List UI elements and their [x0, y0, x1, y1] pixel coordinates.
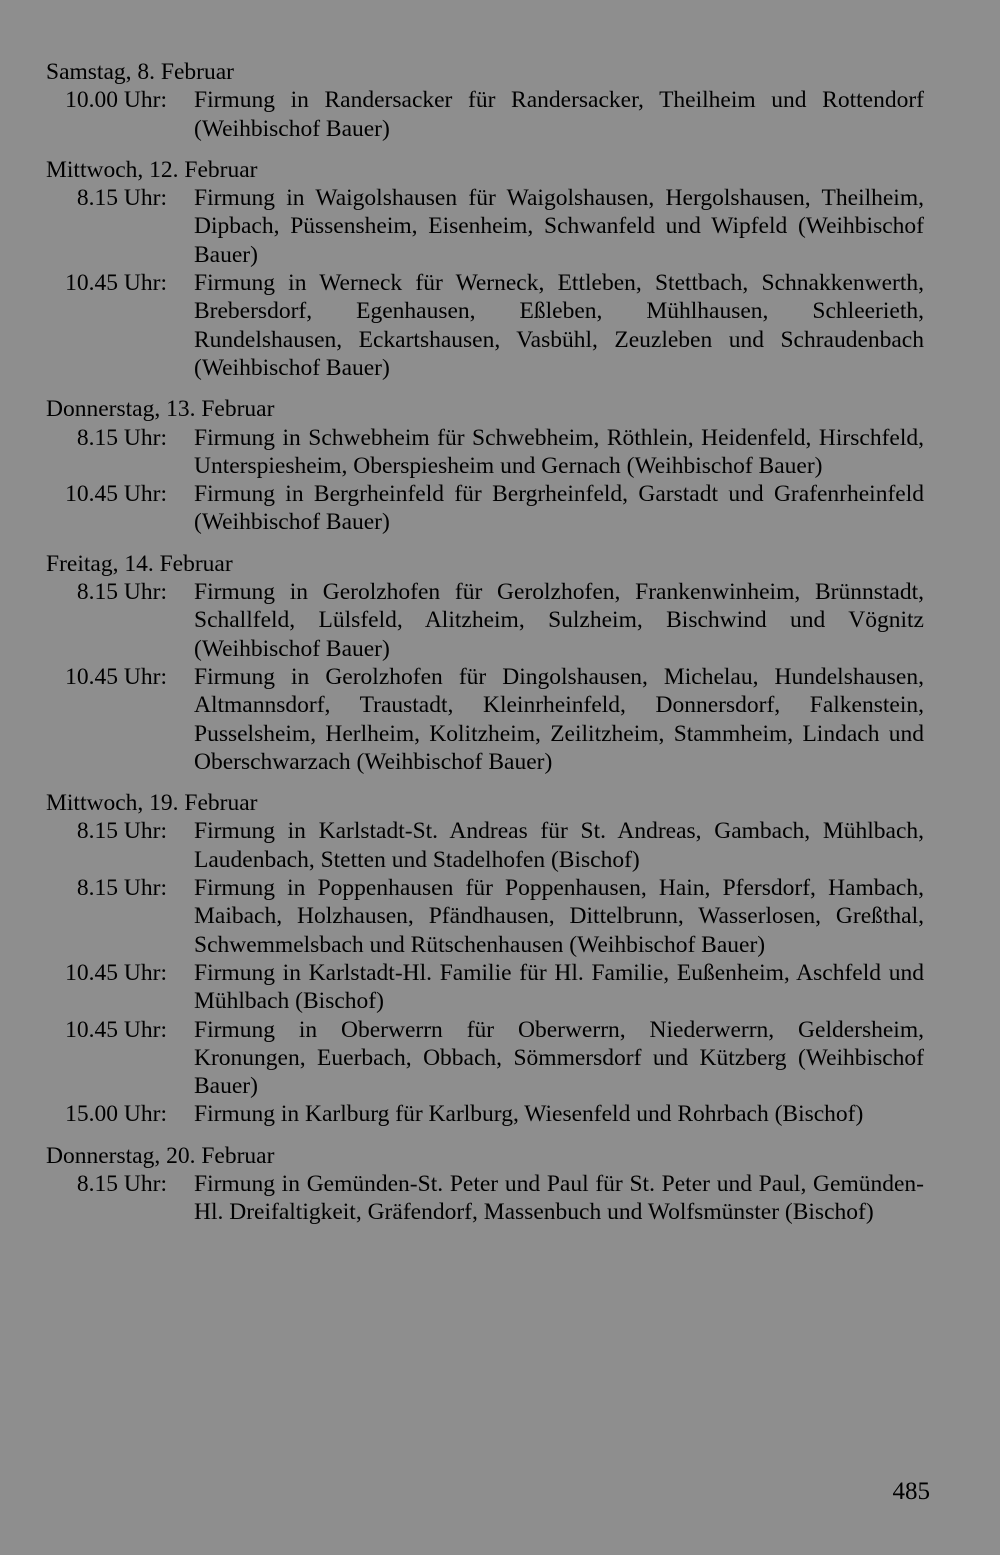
entry-description: Firmung in Bergrheinfeld für Bergrheinfeld, Garstadt und Grafenrheinfeld (Weihbischof Bauer): [194, 481, 924, 536]
entry-description: Firmung in Gerolzhofen für Dingolshausen, Michelau, Hundelshausen, Altmannsdorf, Traustadt, Kleinrheinfeld, Donnersdorf, Falkenstein, Pusselsheim, Herlheim, Kolitzheim, Zeilitzheim, Stammheim, Lindach und Oberschwarzach (Weihbischof Bauer): [194, 663, 924, 775]
entry-description: Firmung in Gerolzhofen für Gerolzhofen, Frankenwinheim, Brünnstadt, Schallfeld, Lülsfeld, Alitzheim, Sulzheim, Bischwind und Vögnitz (Weihbischof Bauer): [194, 579, 924, 662]
schedule-entry: [46, 959, 924, 1016]
schedule-entry: [46, 184, 924, 269]
entry-time: 8.15 Uhr:: [76, 424, 167, 451]
entry-time: 10.45 Uhr:: [65, 270, 167, 297]
entry-time: 10.00 Uhr:: [65, 87, 167, 114]
entry-description: Firmung in Werneck für Werneck, Ettleben, Stettbach, Schnakkenwerth, Brebersdorf, Egenhausen, Eßleben, Mühlhausen, Schleerieth, Rundelshausen, Eckartshausen, Vasbühl, Zeuzleben und Schraudenbach (Weihbischof Bauer): [194, 270, 924, 381]
entry-time: 8.15 Uhr:: [76, 185, 167, 212]
day-heading: Samstag, 8. Februar: [46, 59, 234, 85]
schedule-entry: [46, 817, 924, 874]
entry-description: Firmung in Waigolshausen für Waigolshausen, Hergolshausen, Theilheim, Dipbach, Püssensheim, Eisenheim, Schwanfeld und Wipfeld (Weihbischof Bauer): [194, 185, 924, 268]
day-block: [46, 156, 924, 382]
entry-description: Firmung in Oberwerrn für Oberwerrn, Niederwerrn, Geldersheim, Kronungen, Euerbach, Obbach, Sömmersdorf und Kützberg (Weihbischof Bauer): [194, 1016, 924, 1100]
day-heading: Mittwoch, 12. Februar: [46, 156, 258, 183]
day-heading: Donnerstag, 13. Februar: [46, 396, 275, 423]
day-heading: Mittwoch, 19. Februar: [46, 790, 258, 817]
schedule-entry: [46, 1170, 924, 1227]
day-block: [46, 789, 924, 1129]
entry-description: Firmung in Gemünden-St. Peter und Paul für St. Peter und Paul, Gemünden-Hl. Dreifaltigkeit, Gräfendorf, Massenbuch und Wolfsmünster (Bischof): [194, 1170, 924, 1226]
entry-time: 10.45 Uhr:: [65, 959, 167, 986]
schedule-entry: [46, 480, 924, 537]
confirmation-schedule: [46, 58, 924, 1227]
schedule-entry: [46, 1016, 924, 1101]
entry-description: Firmung in Randersacker für Randersacker, Theilheim und Rottendorf (Weihbischof Bauer): [194, 87, 924, 142]
day-heading: Donnerstag, 20. Februar: [46, 1142, 275, 1169]
entry-time: 8.15 Uhr:: [76, 875, 167, 902]
entry-time: 8.15 Uhr:: [76, 579, 167, 606]
day-block: [46, 550, 924, 776]
day-block: [46, 58, 924, 143]
entry-description: Firmung in Schwebheim für Schwebheim, Röthlein, Heidenfeld, Hirschfeld, Unterspiesheim, Oberspiesheim und Gernach (Weihbischof Bauer): [194, 424, 924, 479]
schedule-entry: [46, 1100, 924, 1128]
day-heading: Freitag, 14. Februar: [46, 550, 233, 577]
entry-time: 8.15 Uhr:: [76, 818, 167, 845]
entry-description: Firmung in Karlburg für Karlburg, Wiesenfeld und Rohrbach (Bischof): [194, 1101, 864, 1128]
schedule-entry: [46, 424, 924, 481]
schedule-entry: [46, 86, 924, 143]
entry-description: Firmung in Karlstadt-St. Andreas für St. Andreas, Gambach, Mühlbach, Laudenbach, Stetten und Stadelhofen (Bischof): [194, 818, 924, 873]
schedule-entry: [46, 874, 924, 959]
entry-time: 8.15 Uhr:: [76, 1170, 167, 1197]
entry-time: 15.00 Uhr:: [65, 1101, 167, 1128]
schedule-entry: [46, 269, 924, 382]
entry-time: 10.45 Uhr:: [65, 481, 167, 508]
entry-time: 10.45 Uhr:: [65, 1016, 167, 1043]
page-number: 485: [892, 1478, 930, 1505]
day-block: [46, 395, 924, 536]
day-block: [46, 1142, 924, 1227]
schedule-entry: [46, 578, 924, 663]
entry-description: Firmung in Poppenhausen für Poppenhausen, Hain, Pfersdorf, Hambach, Maibach, Holzhausen, Pfändhausen, Dittelbrunn, Wasserlosen, Greßthal, Schwemmelsbach und Rütschenhausen (Weihbischof Bauer): [194, 875, 924, 958]
schedule-entry: [46, 663, 924, 776]
entry-time: 10.45 Uhr:: [65, 663, 167, 690]
entry-description: Firmung in Karlstadt-Hl. Familie für Hl. Familie, Eußenheim, Aschfeld und Mühlbach (Bischof): [194, 959, 924, 1015]
